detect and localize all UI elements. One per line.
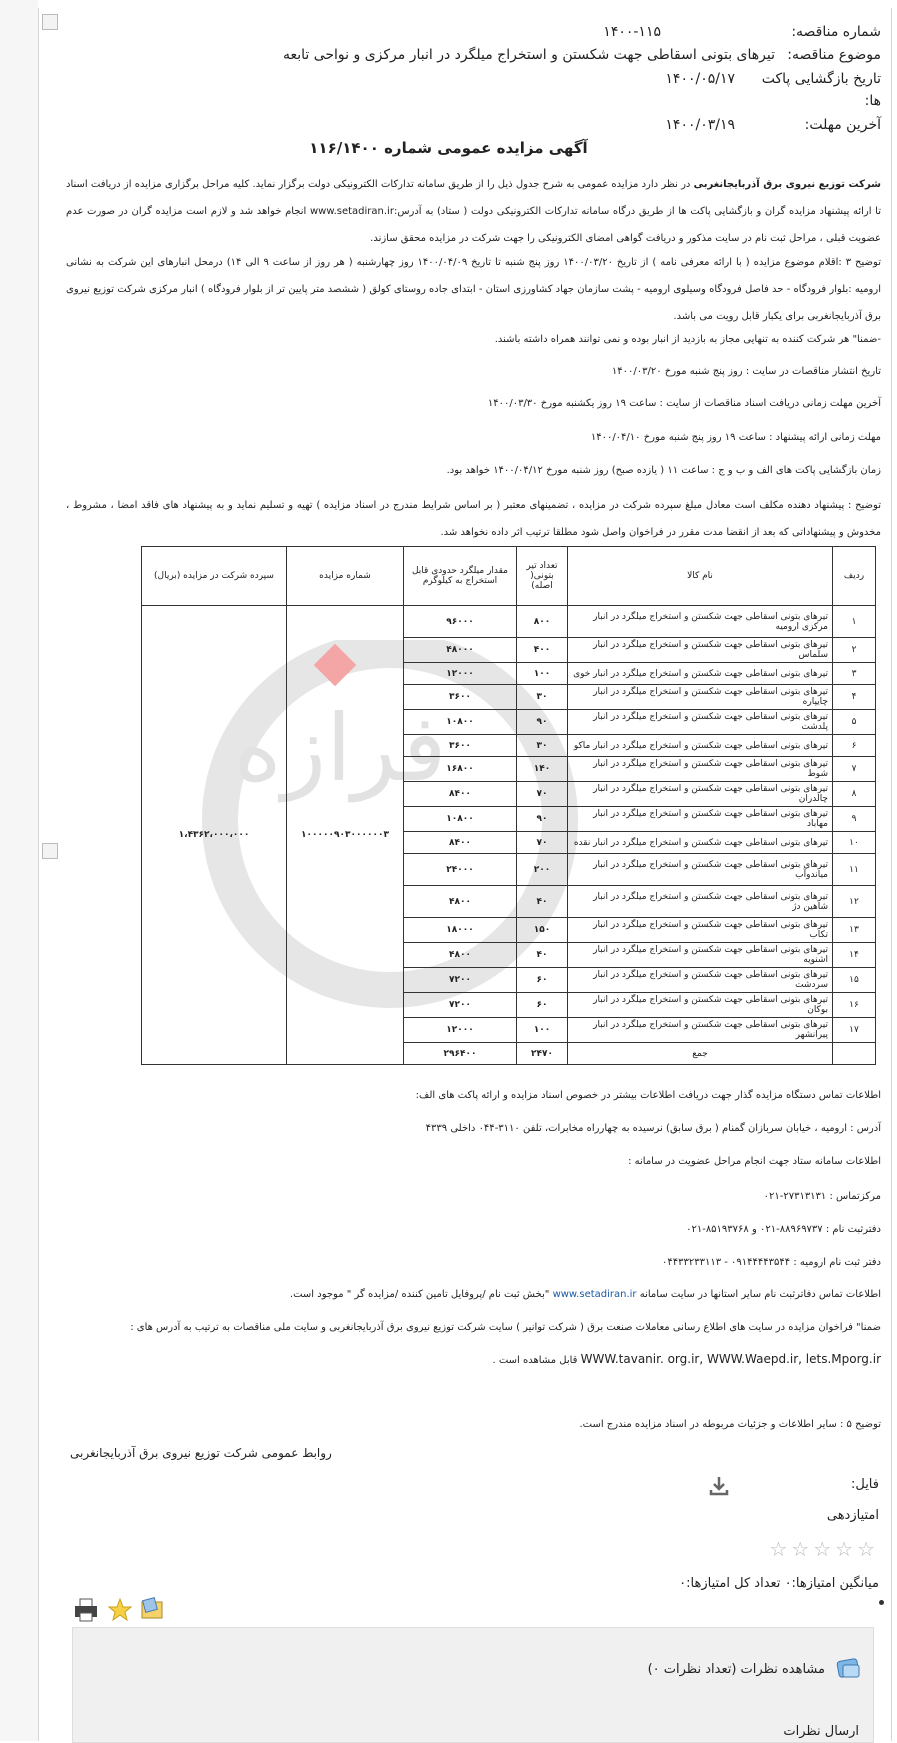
total-spacer bbox=[833, 1043, 876, 1065]
open-date-label-2: ها: bbox=[864, 93, 881, 109]
rebar-kg: ۸۴۰۰ bbox=[404, 782, 517, 807]
pole-count: ۹۰ bbox=[517, 710, 568, 735]
item-name: تیرهای بتونی اسقاطی جهت شکستن و استخراج میلگرد در انبار ماکو bbox=[568, 735, 833, 757]
pole-count: ۳۰ bbox=[517, 735, 568, 757]
pole-count: ۱۵۰ bbox=[517, 918, 568, 943]
urmia-office: دفتر ثبت نام ارومیه : ۰۹۱۴۴۴۴۳۵۴۴ - ۰۴۴۳۳۲۳۳۱۱۳ bbox=[661, 1257, 881, 1268]
item-name: تیرهای بتونی اسقاطی جهت شکستن و استخراج میلگرد در انبار بوکان bbox=[568, 993, 833, 1018]
setadiran-link[interactable]: www.setadiran.ir bbox=[552, 1289, 637, 1300]
other-offices-pre: اطلاعات تماس دفاترثبت نام سایر استانها در سایت سامانه bbox=[636, 1289, 881, 1300]
header-item-name: نام کالا bbox=[568, 547, 833, 606]
row-number: ۱۱ bbox=[833, 854, 876, 886]
pole-count: ۶۰ bbox=[517, 993, 568, 1018]
rebar-kg: ۱۲۰۰۰ bbox=[404, 663, 517, 685]
items-table bbox=[141, 546, 876, 1065]
send-comments-label: ارسال نظرات bbox=[783, 1724, 859, 1739]
rebar-kg: ۷۲۰۰ bbox=[404, 968, 517, 993]
contact-address: آدرس : ارومیه ، خیابان سربازان گمنام ( برق سابق) نرسیده به چهارراه مخابرات، تلفن ۳۱۱۰-۰۴۴ داخلی ۴۳۳۹ bbox=[425, 1123, 881, 1134]
comments-icon[interactable] bbox=[835, 1656, 863, 1682]
row-number: ۵ bbox=[833, 710, 876, 735]
item-name: تیرهای بتونی اسقاطی جهت شکستن و استخراج میلگرد در انبار خوی bbox=[568, 663, 833, 685]
company-name: شرکت توزیع نیروی برق آذربایجانغربی bbox=[693, 179, 882, 190]
note-visit: -ضمنا" هر شرکت کننده به تنهایی مجاز به بازدید از انبار بوده و نمی توانند همراه داشته باشند. bbox=[494, 334, 881, 345]
auction-number-cell: ۱۰۰۰۰۰۹۰۳۰۰۰۰۰۰۳ bbox=[287, 606, 404, 1065]
rebar-kg: ۱۲۰۰۰ bbox=[404, 1018, 517, 1043]
register-office: دفترثبت نام : ۸۸۹۶۹۷۳۷-۰۲۱ و ۸۵۱۹۳۷۶۸-۰۲۱ bbox=[686, 1224, 881, 1235]
row-number: ۱۳ bbox=[833, 918, 876, 943]
pole-count: ۴۰ bbox=[517, 886, 568, 918]
sites-suffix: قابل مشاهده است . bbox=[492, 1355, 578, 1366]
pole-count: ۱۴۰ bbox=[517, 757, 568, 782]
pole-count: ۶۰ bbox=[517, 968, 568, 993]
pole-count: ۷۰ bbox=[517, 832, 568, 854]
rebar-kg: ۱۰۸۰۰ bbox=[404, 807, 517, 832]
total-kg: ۲۹۶۴۰۰ bbox=[404, 1043, 517, 1065]
pole-count: ۷۰ bbox=[517, 782, 568, 807]
rebar-kg: ۴۸۰۰ bbox=[404, 886, 517, 918]
item-name: تیرهای بتونی اسقاطی جهت شکستن و استخراج میلگرد در انبار نقده bbox=[568, 832, 833, 854]
favorite-star-icon[interactable] bbox=[106, 1596, 134, 1624]
item-name: تیرهای بتونی اسقاطی جهت شکستن و استخراج میلگرد در انبار چالدران bbox=[568, 782, 833, 807]
subject-label: موضوع مناقصه: bbox=[787, 47, 881, 63]
contact-heading: اطلاعات تماس دستگاه مزایده گذار جهت دریافت اطلاعات بیشتر در خصوص اسناد مزایده و ارائه پاکت های الف: bbox=[415, 1090, 881, 1101]
also-sites: ضمنا" فراخوان مزایده در سایت های اطلاع رسانی معاملات صنعت برق ( شرکت توانیر ) سایت شرکت توزیع نیروی برق آذربایجانغربی و سایت ملی مناقصات به ترتیب به آدرس های : bbox=[130, 1322, 881, 1333]
pole-count: ۸۰۰ bbox=[517, 606, 568, 638]
row-number: ۱۰ bbox=[833, 832, 876, 854]
other-offices bbox=[290, 1289, 881, 1300]
note-bid-paragraph: توضیح : پیشنهاد دهنده مکلف است معادل مبلغ سپرده شرکت در مزایده ، تضمینهای معتبر ( بر اساس شرایط مندرج در اسناد مزایده ) تهیه و تسلیم نماید و به پیشنهاد های فاقد امضا ، مشروط ، مخدوش و پیشنهاداتی که بعد از انقضا مدت مقرر در فراخوان واصل شود مطلقا ترتیب اثر داده نخواهد شد. bbox=[66, 500, 881, 538]
rebar-kg: ۱۰۸۰۰ bbox=[404, 710, 517, 735]
intro-text: در نظر دارد مزایده عمومی به شرح جدول ذیل را از طریق سامانه تدارکات الکترونیکی دولت برگزار نماید. کلیه مراحل برگزاری مزایده از دریافت اسناد تا ارائه پیشنهاد مزایده گران و بازگشایی پاکت ها از طریق درگاه سامانه تدارکات الکترونیکی دولت ( ستاد) به آدرس:www.setadiran.ir انجام خواهد شد و لازم است مزایده گران در صورت عدم عضویت قبلی ، مراحل ثبت نام در سایت مذکور و دریافت گواهی امضای الکترونیکی را جهت شرکت در مزایده محقق سازند. bbox=[66, 179, 881, 244]
row-number: ۴ bbox=[833, 685, 876, 710]
download-icon[interactable] bbox=[708, 1475, 730, 1497]
row-number: ۱۴ bbox=[833, 943, 876, 968]
note3-paragraph: توضیح ۳ :اقلام موضوع مزایده ( با ارائه معرفی نامه ) از تاریخ ۱۴۰۰/۰۳/۲۰ روز پنج شنبه تا تاریخ ۱۴۰۰/۰۴/۰۹ روز چهارشنبه ( هر روز از ساعت ۹ الی ۱۴) درمحل انبارهای این شرکت به نشانی ارومیه :بلوار فرودگاه - حد فاصل فرودگاه وسیلوی ارومیه - پشت سازمان جهاد کشاورزی استان - ابتدای جاده روستای کولق ( ششصد متر پایین تر از بلوار فرودگاه ) انبار مرکزی شرکت توزیع نیروی برق آذربایجانغربی برای یکبار قابل رویت می باشد. bbox=[66, 257, 881, 322]
note-docs-deadline: آخرین مهلت زمانی دریافت اسناد مناقصات از سایت : ساعت ۱۹ روز یکشنبه مورخ ۱۴۰۰/۰۳/۳۰ bbox=[487, 398, 881, 409]
row-number: ۸ bbox=[833, 782, 876, 807]
pole-count: ۲۰۰ bbox=[517, 854, 568, 886]
item-name: تیرهای بتونی اسقاطی جهت شکستن و استخراج میلگرد در انبار میاندوآب bbox=[568, 854, 833, 886]
rebar-kg: ۴۸۰۰ bbox=[404, 943, 517, 968]
print-icon[interactable] bbox=[72, 1596, 100, 1624]
open-date-label: تاریخ بازگشایی پاکت bbox=[761, 71, 881, 87]
rebar-kg: ۳۶۰۰ bbox=[404, 735, 517, 757]
header-pole-count: تعداد تیر بتونی( اصله) bbox=[517, 547, 568, 606]
pole-count: ۱۰۰ bbox=[517, 663, 568, 685]
row-number: ۳ bbox=[833, 663, 876, 685]
pole-count: ۳۰ bbox=[517, 685, 568, 710]
signature: روابط عمومی شرکت توزیع نیروی برق آذربایجانغربی bbox=[70, 1446, 332, 1460]
note-bid-deadline: مهلت زمانی ارائه پیشنهاد : ساعت ۱۹ روز پنج شنبه مورخ ۱۴۰۰/۰۴/۱۰ bbox=[590, 432, 881, 443]
comments-view-link[interactable]: مشاهده نظرات (تعداد نظرات ۰) bbox=[647, 1662, 825, 1677]
item-name: تیرهای بتونی اسقاطی جهت شکستن و استخراج میلگرد در انبار سردشت bbox=[568, 968, 833, 993]
rebar-kg: ۷۲۰۰ bbox=[404, 993, 517, 1018]
table-body bbox=[142, 606, 876, 1065]
subject-value: تیرهای بتونی اسقاطی جهت شکستن و استخراج میلگرد در انبار مرکزی و نواحی تابعه bbox=[282, 47, 775, 63]
rating-average: میانگین امتیازها:۰ تعداد کل امتیازها:۰ bbox=[679, 1576, 879, 1591]
bookmark-icon[interactable] bbox=[138, 1596, 166, 1624]
table-row bbox=[142, 606, 876, 638]
other-offices-post: "بخش ثبت نام /پروفایل تامین کننده /مزایده گر " موجود است. bbox=[289, 1289, 553, 1300]
row-number: ۱۵ bbox=[833, 968, 876, 993]
watermark-text: فرازه bbox=[233, 695, 447, 802]
rebar-kg: ۱۸۰۰۰ bbox=[404, 918, 517, 943]
note-publish-date: تاریخ انتشار مناقصات در سایت : روز پنج شنبه مورخ ۱۴۰۰/۰۳/۲۰ bbox=[611, 366, 881, 377]
row-number: ۷ bbox=[833, 757, 876, 782]
item-name: تیرهای بتونی اسقاطی جهت شکستن و استخراج میلگرد در انبار پیرانشهر bbox=[568, 1018, 833, 1043]
header-rebar-kg: مقدار میلگرد حدودی قابل استخراج به کیلوگرم bbox=[404, 547, 517, 606]
item-name: تیرهای بتونی اسقاطی جهت شکستن و استخراج میلگرد در انبار چایپاره bbox=[568, 685, 833, 710]
rebar-kg: ۹۶۰۰۰ bbox=[404, 606, 517, 638]
item-name: تیرهای بتونی اسقاطی جهت شکستن و استخراج میلگرد در انبار شاهین دژ bbox=[568, 886, 833, 918]
rebar-kg: ۳۶۰۰ bbox=[404, 685, 517, 710]
intro-paragraph bbox=[66, 171, 881, 252]
deadline-label: آخرین مهلت: bbox=[804, 117, 881, 133]
total-label: جمع bbox=[568, 1043, 833, 1065]
row-number: ۱۷ bbox=[833, 1018, 876, 1043]
pole-count: ۴۰۰ bbox=[517, 638, 568, 663]
open-date-value: ۱۴۰۰/۰۵/۱۷ bbox=[665, 71, 735, 87]
deadline-value: ۱۴۰۰/۰۳/۱۹ bbox=[665, 117, 735, 133]
row-number: ۱۶ bbox=[833, 993, 876, 1018]
bullet-dot bbox=[879, 1600, 884, 1605]
row-number: ۱ bbox=[833, 606, 876, 638]
rebar-kg: ۸۴۰۰ bbox=[404, 832, 517, 854]
deposit-cell: ۱،۴۳۶۲،۰۰۰،۰۰۰ bbox=[142, 606, 287, 1065]
comments-box bbox=[72, 1627, 874, 1743]
rebar-kg: ۴۸۰۰۰ bbox=[404, 638, 517, 663]
system-heading: اطلاعات سامانه ستاد جهت انجام مراحل عضویت در سامانه : bbox=[628, 1156, 881, 1167]
item-name: تیرهای بتونی اسقاطی جهت شکستن و استخراج میلگرد در انبار پلدشت bbox=[568, 710, 833, 735]
table-header-row bbox=[142, 547, 876, 606]
row-number: ۱۲ bbox=[833, 886, 876, 918]
rebar-kg: ۲۴۰۰۰ bbox=[404, 854, 517, 886]
scroll-mid-button[interactable] bbox=[42, 843, 58, 859]
pole-count: ۴۰ bbox=[517, 943, 568, 968]
left-gutter bbox=[0, 0, 38, 1741]
sites-line bbox=[492, 1352, 881, 1366]
item-name: تیرهای بتونی اسقاطی جهت شکستن و استخراج میلگرد در انبار مهاباد bbox=[568, 807, 833, 832]
note5: توضیح ۵ : سایر اطلاعات و جزئیات مربوطه در اسناد مزایده مندرج است. bbox=[579, 1419, 881, 1430]
rebar-kg: ۱۶۸۰۰ bbox=[404, 757, 517, 782]
item-name: تیرهای بتونی اسقاطی جهت شکستن و استخراج میلگرد در انبار مرکزی ارومیه bbox=[568, 606, 833, 638]
sites-list[interactable]: WWW.tavanir. org.ir, WWW.Waepd.ir, lets.Mporg.ir bbox=[580, 1352, 881, 1366]
header-auction-number: شماره مزایده bbox=[287, 547, 404, 606]
row-number: ۹ bbox=[833, 807, 876, 832]
rating-stars[interactable]: ☆☆☆☆☆ bbox=[769, 1537, 879, 1561]
item-name: تیرهای بتونی اسقاطی جهت شکستن و استخراج میلگرد در انبار شوط bbox=[568, 757, 833, 782]
pole-count: ۱۰۰ bbox=[517, 1018, 568, 1043]
file-label: فایل: bbox=[850, 1477, 879, 1492]
call-center: مرکزتماس : ۲۷۳۱۳۱۳۱-۰۲۱ bbox=[763, 1191, 881, 1202]
total-count: ۲۴۷۰ bbox=[517, 1043, 568, 1065]
note-opening-time: زمان بازگشایی پاکت های الف و ب و ج : ساعت ۱۱ ( یازده صبح) روز شنبه مورخ ۱۴۰۰/۰۴/۱۲ خواهد بود. bbox=[446, 465, 881, 476]
scroll-top-button[interactable] bbox=[42, 14, 58, 30]
page-title: آگهی مزایده عمومی شماره ۱۱۶/۱۴۰۰ bbox=[309, 139, 588, 157]
rating-label: امتیازدهی bbox=[826, 1508, 879, 1523]
item-name: تیرهای بتونی اسقاطی جهت شکستن و استخراج میلگرد در انبار تکاب bbox=[568, 918, 833, 943]
row-number: ۶ bbox=[833, 735, 876, 757]
auction-number-value: ۱۴۰۰-۱۱۵ bbox=[603, 24, 661, 40]
item-name: تیرهای بتونی اسقاطی جهت شکستن و استخراج میلگرد در انبار اشنویه bbox=[568, 943, 833, 968]
header-row-number: ردیف bbox=[833, 547, 876, 606]
row-number: ۲ bbox=[833, 638, 876, 663]
pole-count: ۹۰ bbox=[517, 807, 568, 832]
auction-number-label: شماره مناقصه: bbox=[791, 24, 881, 40]
item-name: تیرهای بتونی اسقاطی جهت شکستن و استخراج میلگرد در انبار سلماس bbox=[568, 638, 833, 663]
header-deposit: سپرده شرکت در مزایده (بریال) bbox=[142, 547, 287, 606]
